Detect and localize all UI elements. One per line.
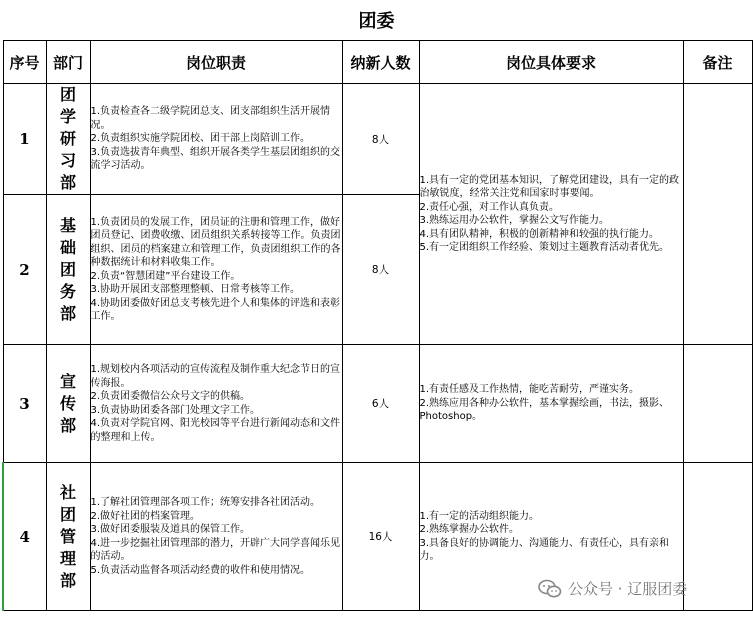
department-name: 团 学 研 习 部 [46, 84, 90, 195]
department-name: 基 础 团 务 部 [46, 195, 90, 345]
watermark-text: 公众号 · 辽服团委 [568, 580, 688, 598]
duties-cell: 1.负责团员的发展工作，团员证的注册和管理工作，做好团员登记、团费收缴、团员组织关系转接等工作。负责团组织、团员的档案建立和管理工作，负责团组织工作的各种数据统计和材料收集工作。 2.负责“智慧团建”平台建设工作。 3.协助开展团支部整理整顿、日常考核等工作。 4.协助团委做好团总支考核先进个人和集体的评选和表彰工作。 [90, 195, 342, 345]
requirements-cell: 1.具有一定的党团基本知识，了解党团建设，具有一定的政治敏锐度，经常关注党和国家时事要闻。 2.责任心强，对工作认真负责。 3.熟练运用办公软件，掌握公文写作能力。 4.具有团队精神，积极的创新精神和较强的执行能力。 5.有一定团组织工作经验、策划过主题教育活动者优先。 [419, 84, 683, 345]
requirements-cell: 1.有一定的活动组织能力。 2.熟练掌握办公软件。 3.具备良好的协调能力、沟通能力、有责任心，具有亲和力。 [419, 463, 683, 611]
department-name: 宣 传 部 [46, 345, 90, 463]
page-title: 团委 [358, 11, 395, 32]
remarks-cell [683, 463, 752, 611]
duties-cell: 1.了解社团管理部各项工作；统筹安排各社团活动。 2.做好社团的档案管理。 3.做好团委服装及道具的保管工作。 4.进一步挖掘社团管理部的潜力，开辟广大同学喜闻乐见的活动。 5.负责活动监督各项活动经费的收件和使用情况。 [90, 463, 342, 611]
header-recruit-count: 纳新人数 [342, 41, 419, 84]
watermark [538, 578, 687, 599]
header-department: 部门 [46, 41, 90, 84]
table-row [3, 345, 752, 463]
wechat-icon [538, 579, 562, 599]
recruit-count: 16人 [342, 463, 419, 611]
requirements-cell: 1.有责任感及工作热情，能吃苦耐劳，严谨实务。 2.熟练应用各种办公软件，基本掌握绘画，书法，摄影、Photoshop。 [419, 345, 683, 463]
header-remarks: 备注 [683, 41, 752, 84]
remarks-cell [683, 84, 752, 345]
recruit-count: 8人 [342, 84, 419, 195]
duties-cell: 1.规划校内各项活动的宣传流程及制作重大纪念节日的宣传海报。 2.负责团委微信公众号文字的供稿。 3.负责协助团委各部门处理文字工作。 4.负责对学院官网、阳光校园等平台进行新闻动态和文件的整理和上传。 [90, 345, 342, 463]
header-row [3, 41, 752, 84]
recruitment-table [2, 40, 753, 611]
header-requirements: 岗位具体要求 [419, 41, 683, 84]
row-index: 3 [3, 345, 46, 463]
table-row [3, 84, 752, 195]
header-duties: 岗位职责 [90, 41, 342, 84]
department-name: 社 团 管 理 部 [46, 463, 90, 611]
duties-cell: 1.负责检查各二级学院团总支、团支部组织生活开展情况。 2.负责组织实施学院团校、团干部上岗陪训工作。 3.负责选拔青年典型、组织开展各类学生基层团组织的交流学习活动。 [90, 84, 342, 195]
remarks-cell [683, 345, 752, 463]
row-index: 1 [3, 84, 46, 195]
row-index: 4 [3, 463, 46, 611]
row-index: 2 [3, 195, 46, 345]
recruit-count: 6人 [342, 345, 419, 463]
header-index: 序号 [3, 41, 46, 84]
recruit-count: 8人 [342, 195, 419, 345]
